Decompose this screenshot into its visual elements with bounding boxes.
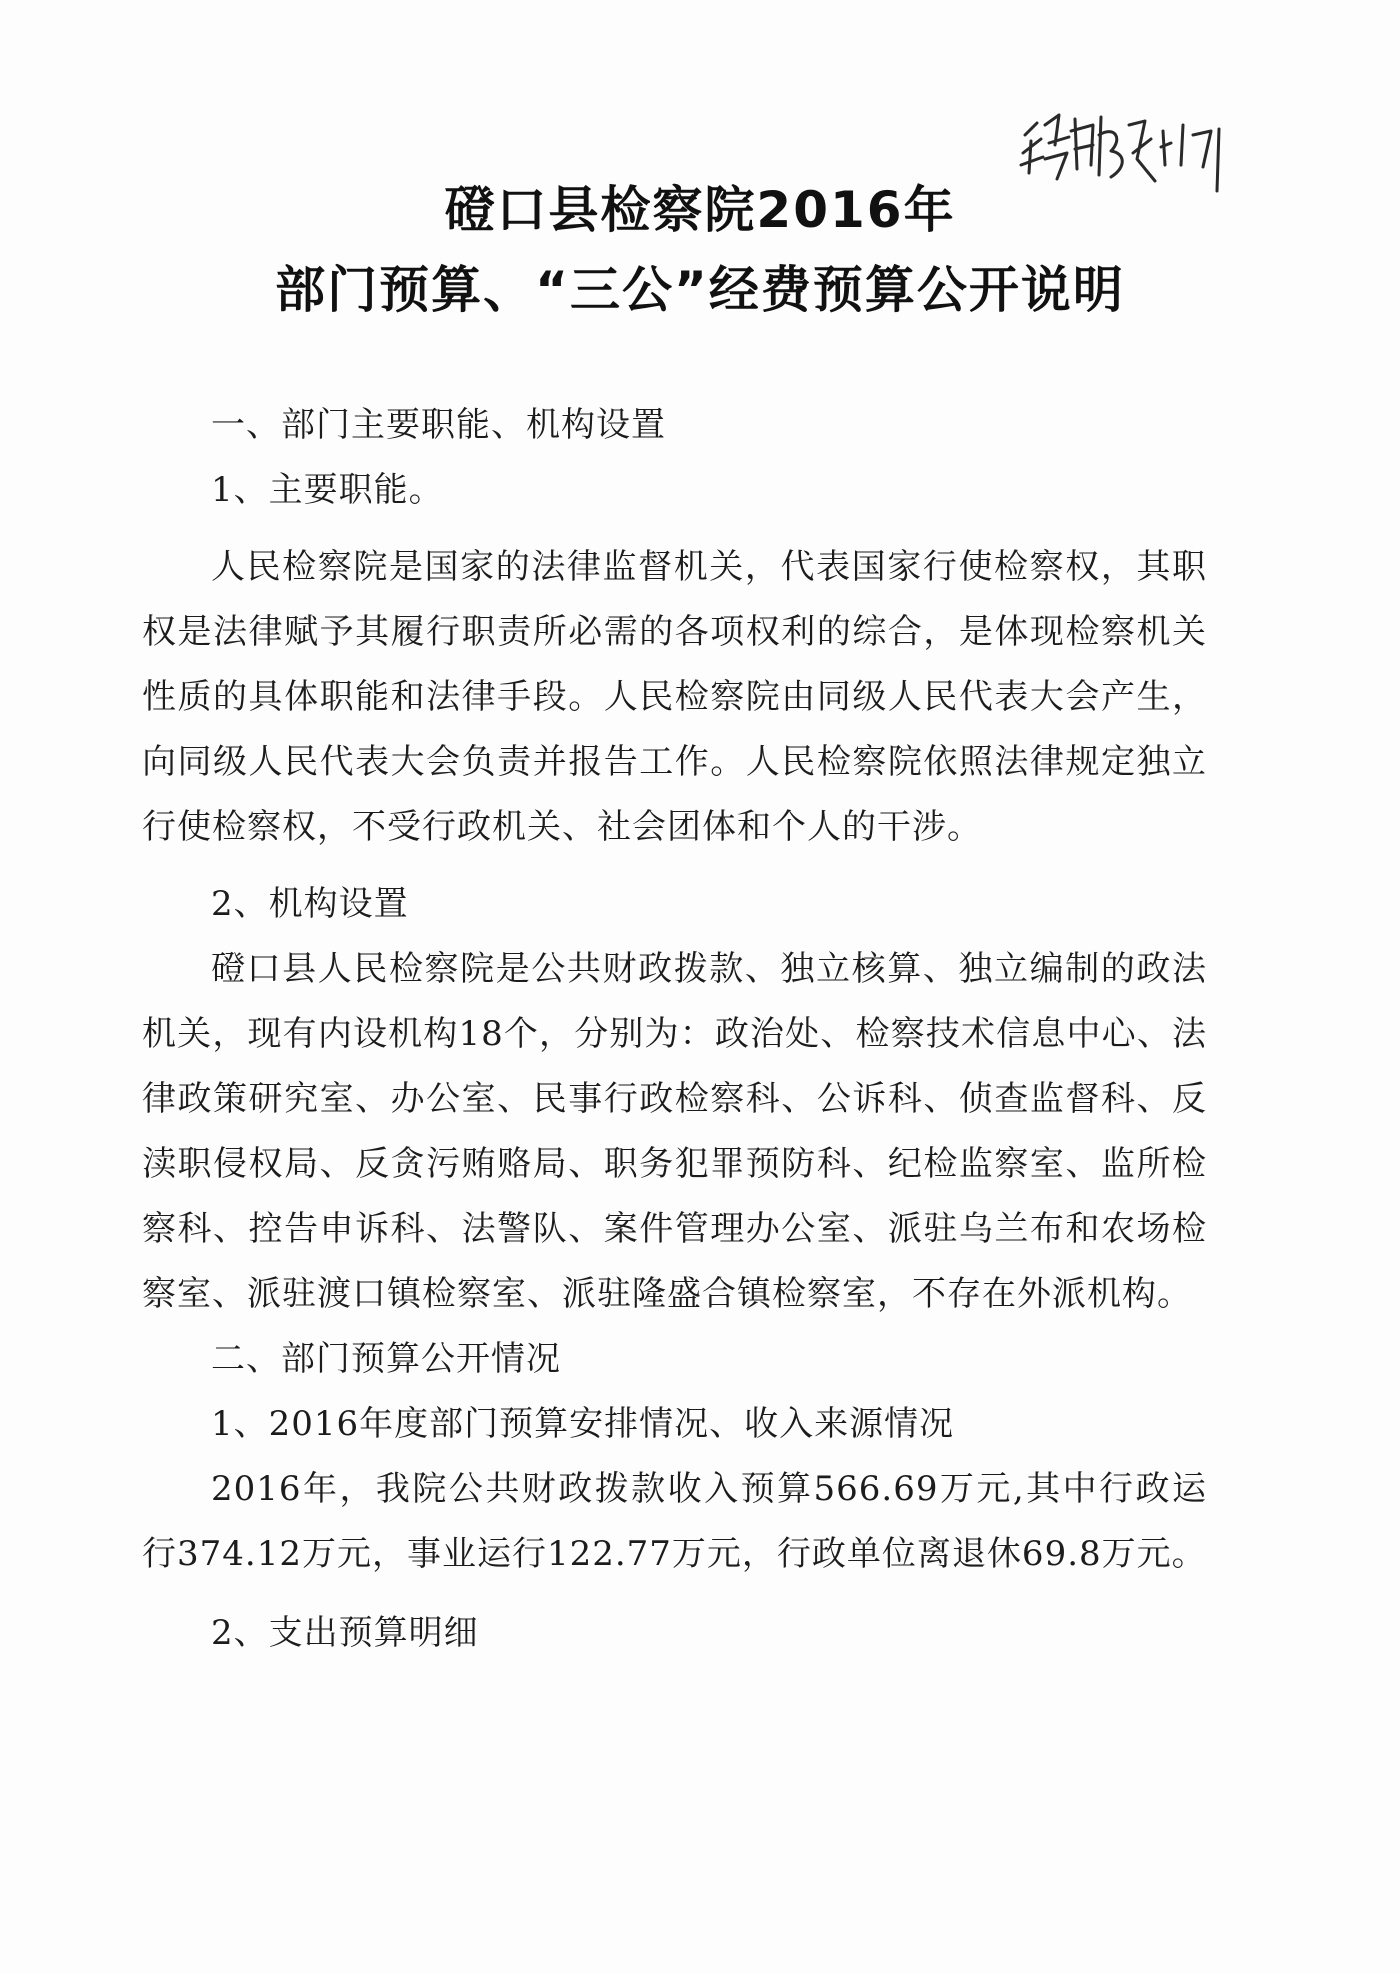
section-2-1-body: 2016年，我院公共财政拨款收入预算566.69万元,其中行政运行374.12万元，事业运行122.77万元，行政单位离退休69.8万元。 <box>142 1469 1207 1574</box>
document-title-line-1: 磴口县检察院2016年 <box>444 181 956 239</box>
section-2-heading: 二、部门预算公开情况 <box>211 1339 561 1379</box>
section-1-heading: 一、部门主要职能、机构设置 <box>211 405 666 445</box>
section-1-2-heading: 2、机构设置 <box>211 884 409 924</box>
section-2-1-heading: 1、2016年度部门预算安排情况、收入来源情况 <box>211 1404 955 1444</box>
document-body <box>142 393 1207 1666</box>
section-2-2-heading: 2、支出预算明细 <box>211 1613 479 1653</box>
section-1-2-body: 磴口县人民检察院是公共财政拨款、独立核算、独立编制的政法机关，现有内设机构18个，分别为：政治处、检察技术信息中心、法律政策研究室、办公室、民事行政检察科、公诉科、侦查监督科、反渎职侵权局、反贪污贿赂局、职务犯罪预防科、纪检监察室、监所检察科、控告申诉科、法警队、案件管理办公室、派驻乌兰布和农场检察室、派驻渡口镇检察室、派驻隆盛合镇检察室，不存在外派机构。 <box>142 949 1207 1314</box>
section-1-1-heading: 1、主要职能。 <box>211 470 444 510</box>
document-title-line-2: 部门预算、“三公”经费预算公开说明 <box>275 261 1125 319</box>
section-1-1-body: 人民检察院是国家的法律监督机关，代表国家行使检察权，其职权是法律赋予其履行职责所必需的各项权利的综合，是体现检察机关性质的具体职能和法律手段。人民检察院由同级人民代表大会产生，向同级人民代表大会负责并报告工作。人民检察院依照法律规定独立行使检察权，不受行政机关、社会团体和个人的干涉。 <box>142 547 1207 847</box>
